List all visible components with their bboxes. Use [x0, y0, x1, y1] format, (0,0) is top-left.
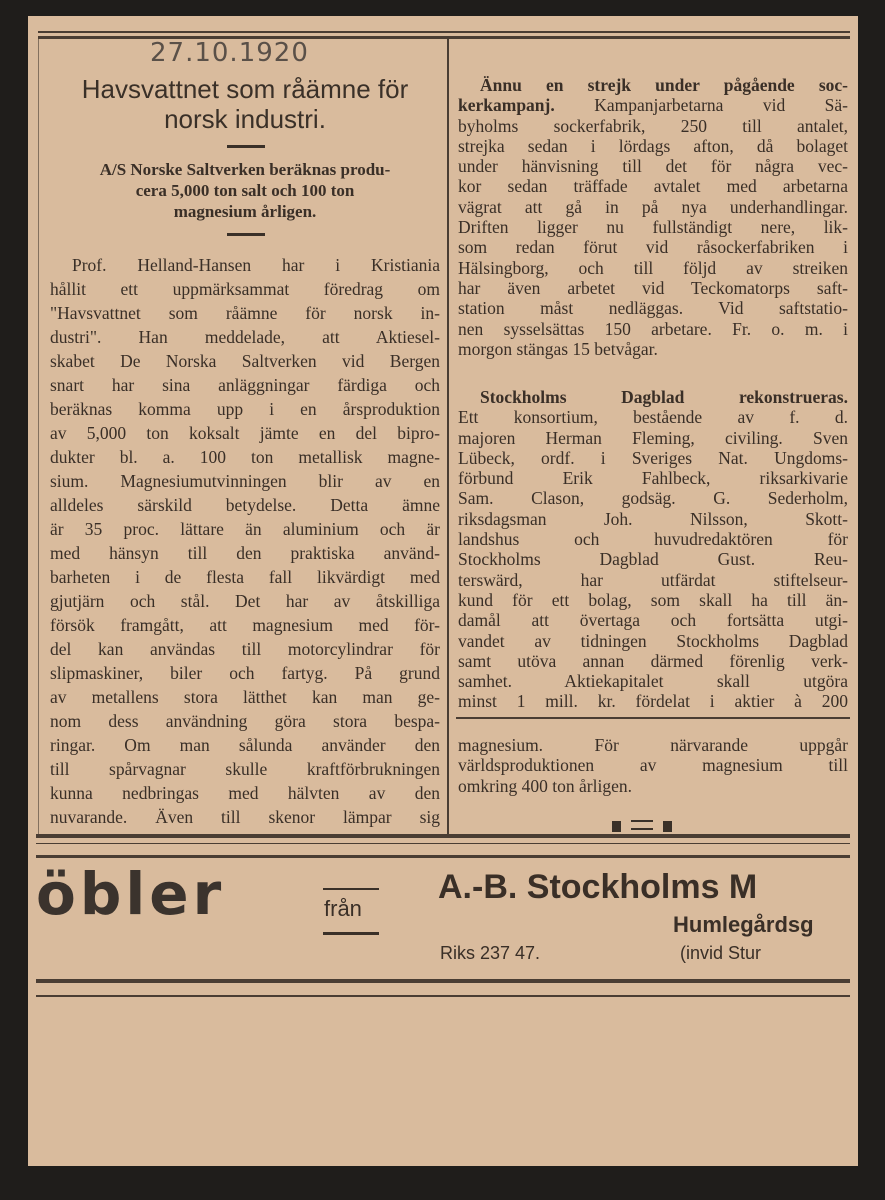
ad-rule-small [323, 888, 379, 890]
lead-line: Ännu en strejk under pågående soc- [480, 75, 848, 95]
ad-phone: Riks 237 47. [440, 943, 541, 963]
lead-bold: kerkampanj. [458, 95, 555, 116]
body-line: Sam. Clason, godsäg. G. Sederholm, [458, 488, 848, 509]
body-line: landshus och huvudredaktören för [458, 529, 848, 550]
body-line: del kan användas till motorcylindrar för [50, 639, 440, 659]
body-line: strejka sedan i lördags afton, då bolaget [458, 135, 848, 156]
body-line: av 5,000 ton koksalt jämte en del bipro- [50, 423, 440, 443]
body-line: förbund Erik Fahlbeck, riksarkivarie [458, 468, 848, 489]
body-line: dustri". Han meddelade, att Aktiesel- [50, 327, 440, 347]
body-line: slipmaskiner, biler och fartyg. På grund [50, 663, 440, 683]
body-line: samhet. Aktiekapitalet skall utgöra [458, 671, 848, 692]
left-edge-rule [38, 36, 39, 836]
body-line: Lübeck, ordf. i Sveriges Nat. Ungdoms- [458, 447, 848, 468]
body-line: dukter bl. a. 100 ton metallisk magne- [50, 447, 440, 467]
body-line: kunna nedbringas med hälvten av den [50, 783, 440, 803]
body-line: byholms sockerfabrik, 250 till antalet, [458, 115, 848, 136]
body-line: nen sysselsättas 150 arbetare. Fr. o. m. i [458, 318, 848, 339]
article-stockholms-dagblad [458, 387, 848, 712]
body-line: Stockholms Dagblad Gust. Reu- [458, 549, 848, 570]
lead-line: Stockholms Dagblad rekonstrueras. [480, 387, 848, 407]
body-line: magnesium. För närvarande uppgår [458, 735, 848, 755]
body-line: majoren Herman Fleming, civiling. Sven [458, 427, 848, 448]
body-line: Prof. Helland-Hansen har i Kristiania [72, 255, 440, 275]
headline-line: Havsvattnet som råämne för [81, 74, 409, 104]
headline [50, 74, 440, 134]
body-line: barheten i de flesta fall likvärdigt med [50, 567, 440, 587]
column-divider [447, 36, 449, 836]
ad-big-word: öbler [36, 860, 226, 928]
body-line: samt utöva annan därmed förenlig verk- [458, 650, 848, 671]
body-line: försök framgått, att magnesium med för- [50, 615, 440, 635]
body-line: som redan förut vid råsockerfabriken i [458, 237, 848, 258]
ad-bottom-rule [36, 979, 850, 983]
body-line: nom dess användning göra stora bespa- [50, 711, 440, 731]
article-strike [458, 75, 848, 359]
body-line: sium. Magnesiumutvinningen blir av en [50, 471, 440, 491]
body-line: station måst nedläggas. Vid saftstatio- [458, 298, 848, 319]
top-rule [38, 31, 850, 33]
body-line: gjutjärn och stål. Det har av åtskilliga [50, 591, 440, 611]
body-line: av metallens stora lätthet kan man ge- [50, 687, 440, 707]
body-line: vägrat att gå in på nya underhandlingar. [458, 196, 848, 217]
body-line: terswärd, har utfärdat stiftelseur- [458, 569, 848, 590]
article-body-left [50, 253, 440, 829]
separator-dash [227, 233, 265, 236]
body-text: Kampanjarbetarna vid Sä- [554, 95, 848, 116]
body-line: "Havsvattnet som råämne för norsk in- [50, 303, 440, 323]
body-line [458, 95, 848, 115]
body-line: alldeles särskild betydelse. Detta ämne [50, 495, 440, 515]
body-line: vandet av tidningen Stockholms Dagblad [458, 630, 848, 651]
subheadline-line: magnesium årligen. [173, 202, 317, 221]
body-line: kund för ett bolag, som skall ha till än- [458, 589, 848, 610]
body-line: Ett konsortium, bestående av f. d. [458, 407, 848, 428]
body-line: omkring 400 ton årligen. [458, 775, 633, 796]
ad-note: (invid Stur [680, 943, 762, 963]
body-line: morgon stängas 15 betvågar. [458, 338, 658, 359]
body-line: minst 1 mill. kr. fördelat i aktier à 200 [458, 691, 848, 712]
ad-top-rule [36, 834, 850, 838]
body-line: damål att övertaga och fortsätta utgi- [458, 610, 848, 631]
body-line: under hänvisning till det för några vec- [458, 156, 848, 177]
body-line: världsproduktionen av magnesium till [458, 755, 848, 776]
separator-dash [227, 145, 265, 148]
body-line: Hälsingborg, och till följd av streiken [458, 257, 848, 278]
subheadline-line: cera 5,000 ton salt och 100 ton [135, 181, 355, 200]
body-line: har även arbetet vid Teckomatorps saft- [458, 277, 848, 298]
headline-line: norsk industri. [164, 104, 326, 134]
ad-top-rule-thin [36, 843, 850, 844]
body-line: hållit ett uppmärksammat föredrag om [50, 279, 440, 299]
body-line: Driften ligger nu fullständigt nere, lik- [458, 217, 848, 238]
advertisement [28, 850, 849, 978]
body-line: ringar. Om man sålunda använder den [50, 735, 440, 755]
handwritten-date: 27.10.1920 [150, 38, 309, 68]
body-line: kor sedan träffade avtalet med arbetarna [458, 176, 848, 197]
body-line: till spårvagnar skulle kraftförbrukningen [50, 759, 440, 779]
ad-bottom-rule-thin [36, 995, 850, 997]
ad-company: A.-B. Stockholms M [438, 868, 758, 906]
ad-street: Humlegårdsg [673, 912, 814, 937]
body-line: riksdagsman Joh. Nilsson, Skott- [458, 508, 848, 529]
body-line: beräknas komma upp i en årsproduktion [50, 399, 440, 419]
body-line: nuvarande. Även till skenor lämpar sig [50, 807, 440, 827]
body-line: skabet De Norska Saltverken vid Bergen [50, 351, 440, 371]
continuation-rule [456, 717, 850, 719]
ad-from: från [324, 896, 362, 921]
subheadline [50, 159, 440, 222]
body-line: med hänsyn till den praktiska använd- [50, 543, 440, 563]
subheadline-line: A/S Norske Saltverken beräknas produ- [99, 160, 391, 179]
body-line: är 35 proc. lättare än aluminium och är [50, 519, 440, 539]
article-continuation [458, 735, 848, 796]
ad-rule-small [323, 932, 379, 935]
body-line: snart har sina anläggningar färdiga och [50, 375, 440, 395]
